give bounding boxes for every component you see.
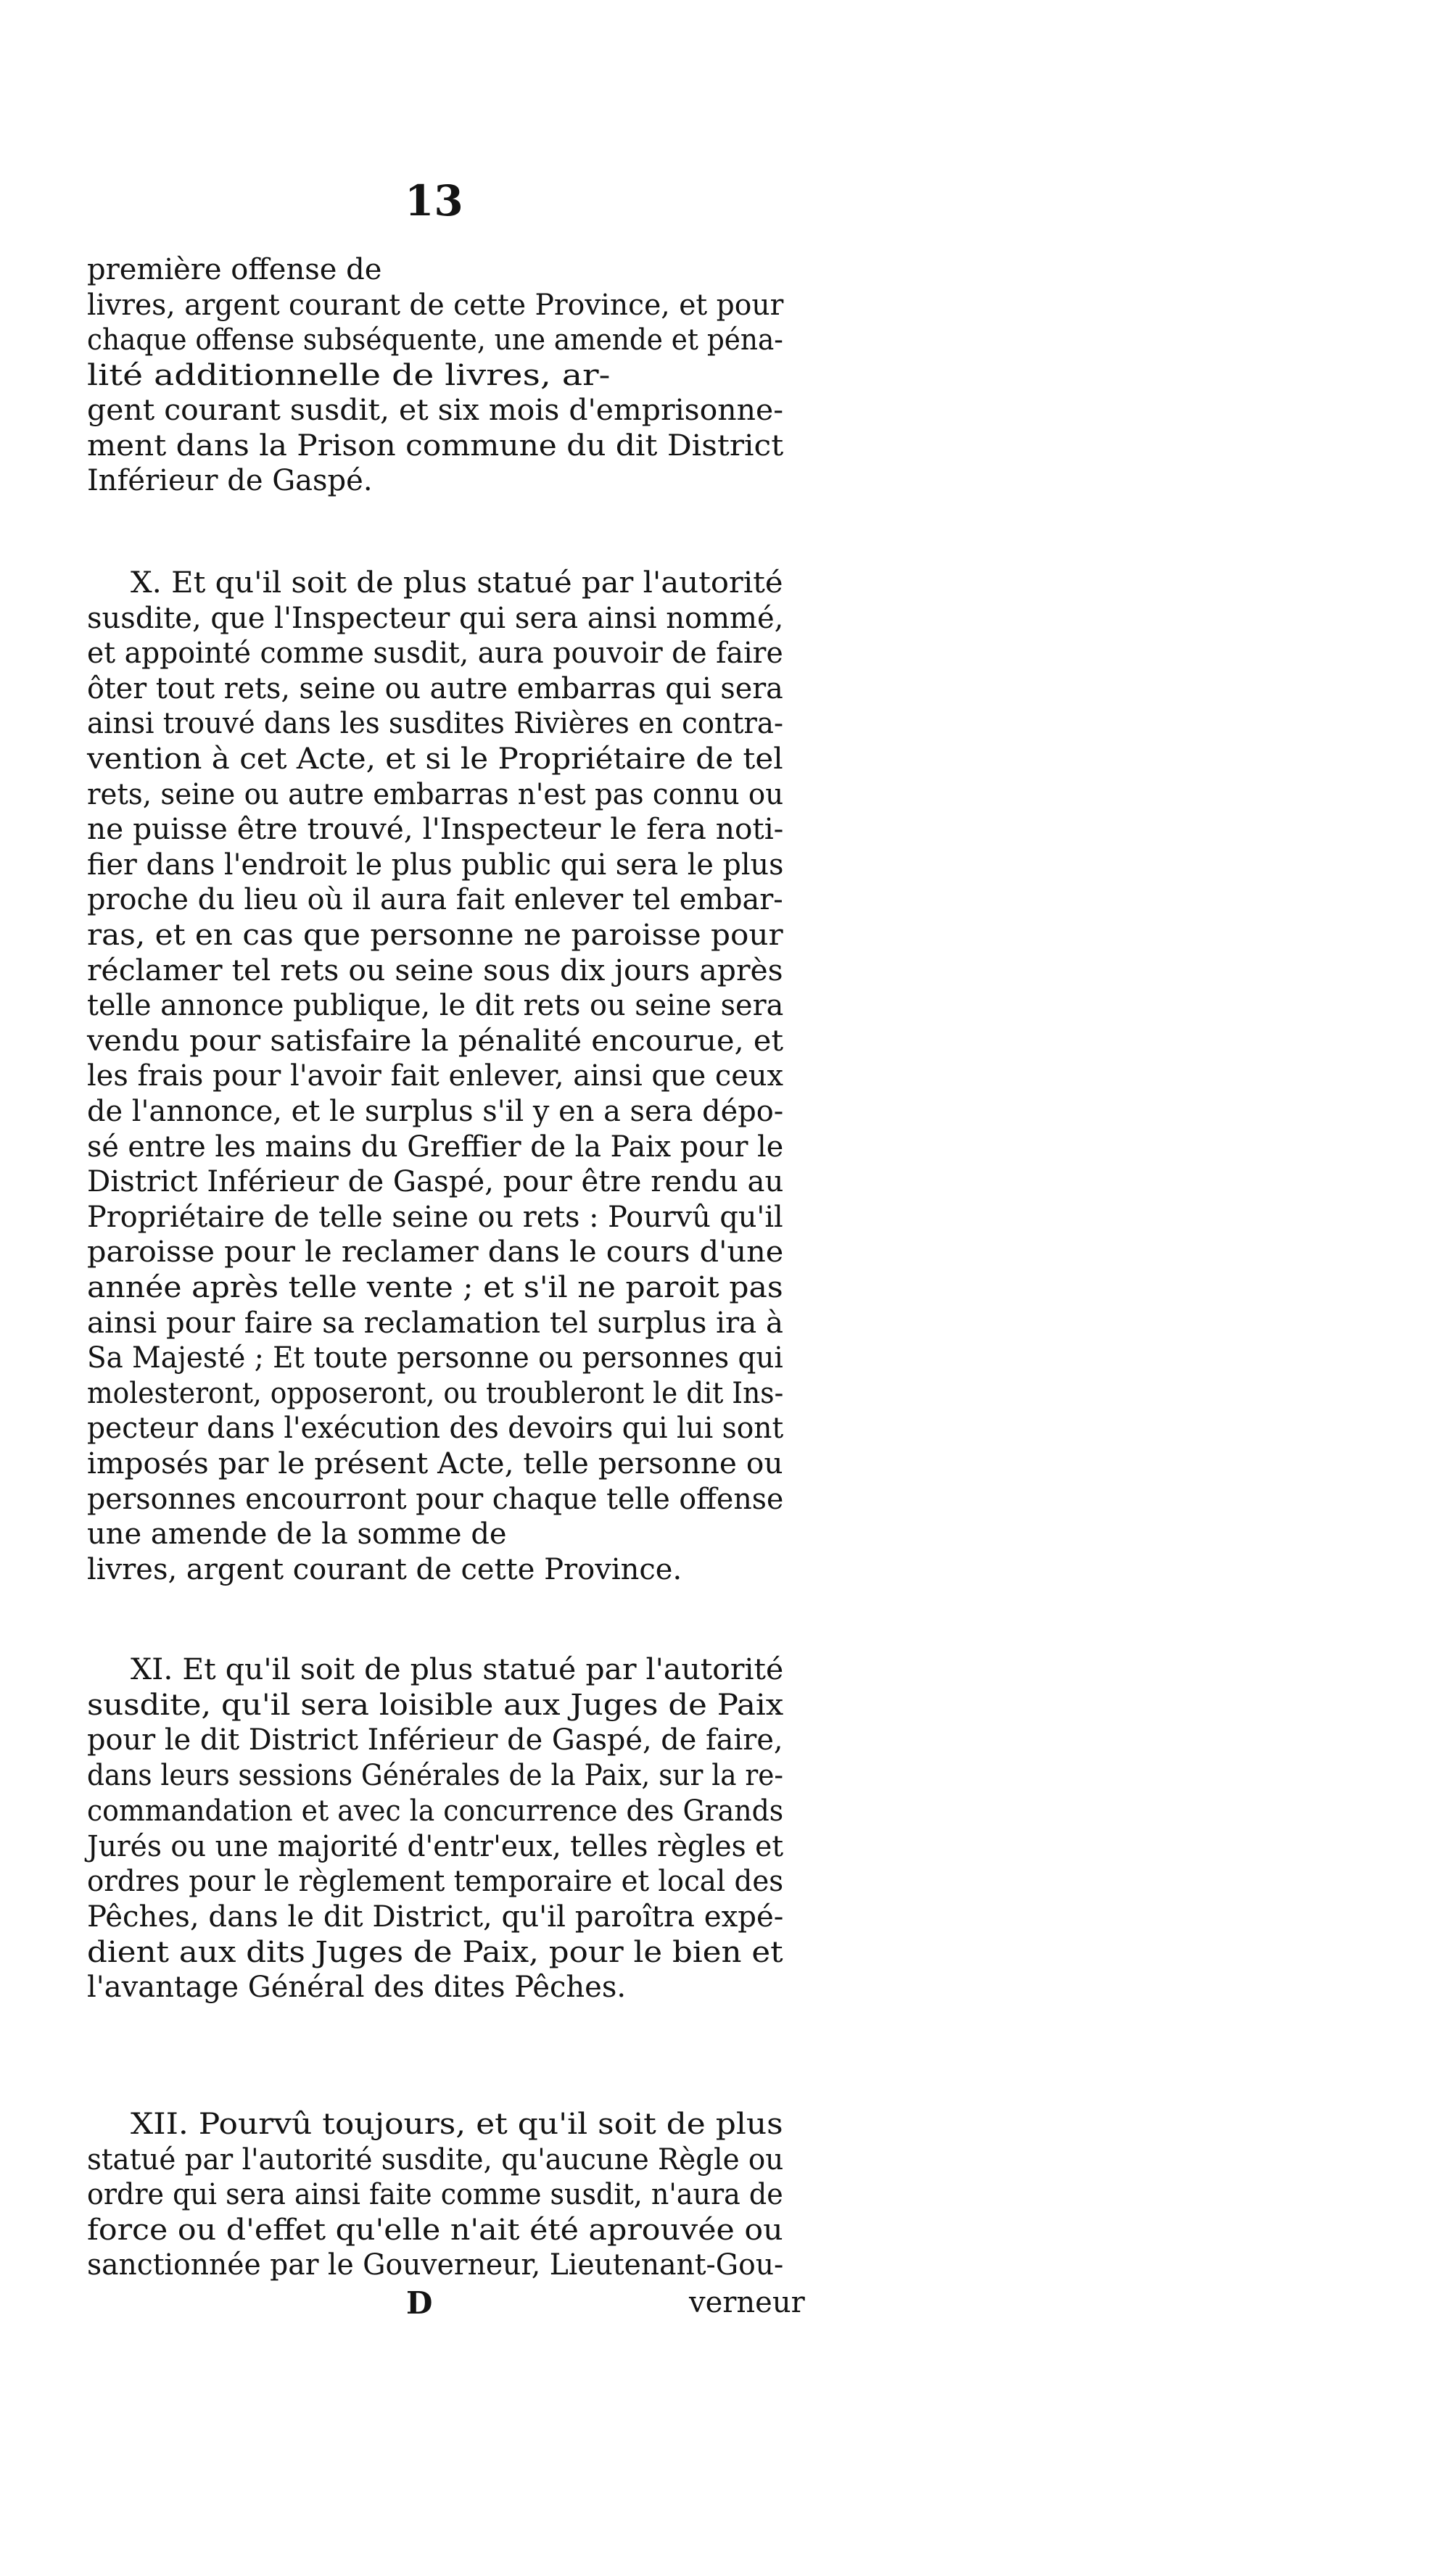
continuation-line: livres, argent courant de cette Province, et pour xyxy=(87,288,784,322)
section-xi-line: ordres pour le règlement temporaire et local des xyxy=(87,1865,784,1899)
section-xi-line: pour le dit District Inférieur de Gaspé, de faire, xyxy=(87,1723,783,1757)
section-x-line: et appointé comme susdit, aura pouvoir de faire xyxy=(87,637,783,671)
section-x-line: livres, argent courant de cette Province. xyxy=(87,1552,682,1586)
continuation-line: gent courant susdit, et six mois d'emprisonne- xyxy=(87,394,784,427)
section-x-line: vendu pour satisfaire la pénalité encourue, et xyxy=(87,1024,784,1058)
section-xi-line: Pêches, dans le dit District, qu'il paroîtra expé- xyxy=(87,1900,784,1934)
section-xii-line: statué par l'autorité susdite, qu'aucune Règle ou xyxy=(87,2142,784,2177)
section-x-line: année après telle vente ; et s'il ne paroit pas xyxy=(87,1271,783,1304)
section-x-line: Propriétaire de telle seine ou rets : Pourvû qu'il xyxy=(87,1200,783,1234)
catchword: verneur xyxy=(689,2286,805,2319)
section-x-line: ainsi pour faire sa reclamation tel surplus ira à xyxy=(87,1306,783,1340)
section-xi-line: dient aux dits Juges de Paix, pour le bien et xyxy=(87,1935,783,1969)
section-x-line: ne puisse être trouvé, l'Inspecteur le fera noti- xyxy=(87,813,784,847)
section-x-line: ôter tout rets, seine ou autre embarras qui sera xyxy=(87,671,783,705)
section-x-line: molesteront, opposeront, ou troubleront le dit Ins- xyxy=(87,1376,784,1410)
section-xii-line: sanctionnée par le Gouverneur, Lieutenant-Gou- xyxy=(87,2248,784,2282)
section-x-line: personnes encourront pour chaque telle offense xyxy=(87,1482,784,1516)
section-xi-line: XI. Et qu'il soit de plus statué par l'autorité xyxy=(131,1653,784,1686)
section-x-line: vention à cet Acte, et si le Propriétaire de tel xyxy=(87,742,783,776)
continuation-line: chaque offense subséquente, une amende et péna- xyxy=(87,323,783,357)
continuation-line: première offense de xyxy=(87,253,382,286)
section-x-line: Sa Majesté ; Et toute personne ou personnes qui xyxy=(87,1341,783,1375)
section-x-line: rets, seine ou autre embarras n'est pas connu ou xyxy=(87,777,784,811)
section-x-line: de l'annonce, et le surplus s'il y en a sera dépo- xyxy=(87,1095,784,1128)
section-xi-line: commandation et avec la concurrence des Grands xyxy=(87,1794,784,1828)
signature-mark: D xyxy=(406,2285,433,2321)
section-xi-line: susdite, qu'il sera loisible aux Juges de Paix xyxy=(87,1688,784,1722)
continuation-line: ment dans la Prison commune du dit District xyxy=(87,428,784,463)
section-x-line: ainsi trouvé dans les susdites Rivières en contra- xyxy=(87,707,784,741)
section-x-line: fier dans l'endroit le plus public qui sera le plus xyxy=(87,848,784,882)
section-x-line: pecteur dans l'exécution des devoirs qui lui sont xyxy=(87,1412,784,1446)
continuation-line: Inférieur de Gaspé. xyxy=(87,464,373,497)
section-xii-line: ordre qui sera ainsi faite comme susdit, n'aura de xyxy=(87,2178,783,2212)
section-x-line: susdite, que l'Inspecteur qui sera ainsi nommé, xyxy=(87,601,784,635)
continuation-line: lité additionnelle de livres, ar- xyxy=(87,358,611,392)
section-xii-line: XII. Pourvû toujours, et qu'il soit de plus xyxy=(131,2108,783,2141)
section-x-line: réclamer tel rets ou seine sous dix jours après xyxy=(87,953,783,987)
section-xi-line: Jurés ou une majorité d'entr'eux, telles règles et xyxy=(87,1829,784,1863)
section-x-line: sé entre les mains du Greffier de la Paix pour le xyxy=(87,1130,784,1164)
section-x-line: les frais pour l'avoir fait enlever, ainsi que ceux xyxy=(87,1059,784,1093)
section-x-line: ras, et en cas que personne ne paroisse pour xyxy=(87,919,783,952)
section-x-line: District Inférieur de Gaspé, pour être rendu au xyxy=(87,1165,784,1199)
section-xii-line: force ou d'effet qu'elle n'ait été aprouvée ou xyxy=(87,2213,783,2247)
section-xi-line: l'avantage Général des dites Pêches. xyxy=(87,1971,627,2005)
section-x-line: X. Et qu'il soit de plus statué par l'autorité xyxy=(131,566,783,600)
section-x-line: paroisse pour le reclamer dans le cours d'une xyxy=(87,1235,784,1270)
section-x-line: une amende de la somme de xyxy=(87,1517,507,1552)
section-x-line: telle annonce publique, le dit rets ou seine sera xyxy=(87,989,784,1023)
page-number: 13 xyxy=(405,176,463,225)
section-xi-line: dans leurs sessions Générales de la Paix, sur la re- xyxy=(87,1759,784,1793)
section-x-line: proche du lieu où il aura fait enlever tel embar- xyxy=(87,883,783,917)
section-x-line: imposés par le présent Acte, telle personne ou xyxy=(87,1447,783,1480)
